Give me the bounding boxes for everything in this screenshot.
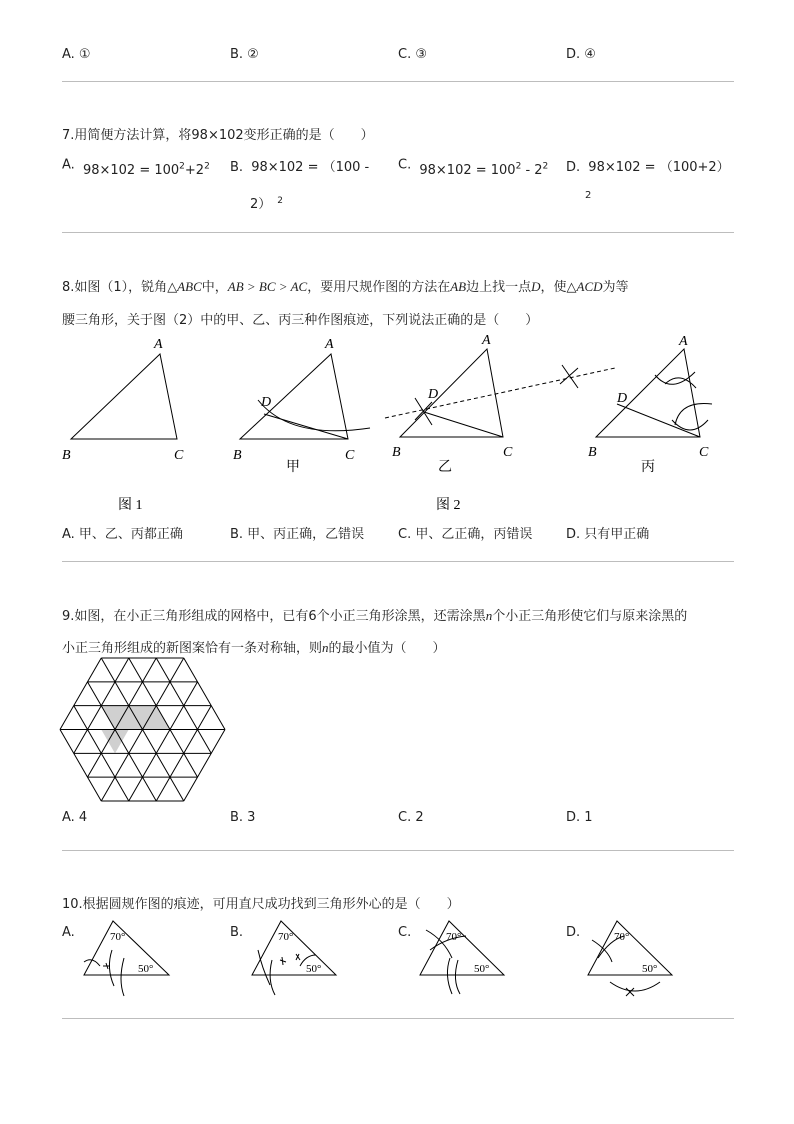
q10-triangle-a [84,921,169,996]
q9-option-b[interactable]: B. 3 [230,810,256,825]
q10-option-d-label[interactable]: D. [566,925,581,940]
q8-option-b[interactable]: B. 甲、丙正确，乙错误 [230,527,365,542]
option-label: C. [398,157,412,173]
fig-yi-label-a: A [482,333,491,348]
option-expression: $98\times 102 = 100^2 - 2^2$ [419,162,549,179]
q10-option-c-label[interactable]: C. [398,925,412,940]
q10-c-angle-right: 50° [474,963,490,975]
q10-triangle-c [420,921,504,994]
q7-option-d-exponent: 2 [585,190,592,201]
q7-stem: 7.用简便方法计算，将98×102变形正确的是（ ） [62,128,374,143]
fig-jia-label-b: B [233,448,242,463]
fig-yi-label-b: B [392,445,401,460]
q6-option-a[interactable]: A. ① [62,47,91,62]
q9-option-a[interactable]: A. 4 [62,810,88,825]
fig2-caption: 图 2 [436,498,461,513]
q10-b-angle-right: 50° [306,963,322,975]
q10-a-angle-top: 70° [110,931,126,943]
q8-stem-line1: 8.如图（1），锐角△ABC中，AB > BC > AC，要用尺规作图的方法在AB边上找一点D，使△ACD为等 [62,279,629,295]
fig-yi-name: 乙 [438,460,452,475]
fig-bing-label-b: B [588,445,597,460]
divider [62,1018,734,1019]
q6-option-d[interactable]: D. ④ [566,47,596,62]
q10-d-angle-top: 70° [614,931,630,943]
option-expression: 98×102 = （100+2） [588,160,730,175]
q6-option-c[interactable]: C. ③ [398,47,427,62]
q8-option-a[interactable]: A. 甲、乙、丙都正确 [62,527,183,542]
q10-a-angle-right: 50° [138,963,154,975]
fig-yi-label-c: C [503,445,513,460]
fig-bing-label-d: D [617,391,628,406]
q10-d-angle-right: 50° [642,963,658,975]
q10-b-angle-top: 70° [278,931,294,943]
q10-triangle-b [252,921,336,995]
q10-option-a-label[interactable]: A. [62,925,75,940]
q10-triangle-d [588,921,672,996]
option-expression: $98\times 102 = 100^2+2^2$ [82,162,210,179]
q6-option-b[interactable]: B. ② [230,47,259,62]
option-label: D. [566,160,581,175]
option-label: B. [230,160,244,175]
q8-stem-line2: 腰三角形，关于图（2）中的甲、乙、丙三种作图痕迹，下列说法正确的是（ ） [62,313,539,328]
q10-option-b-label[interactable]: B. [230,925,244,940]
fig1-caption: 图 1 [118,498,143,513]
option-expression: 98×102 = （100 - [251,160,370,175]
q8-option-c[interactable]: C. 甲、乙正确，丙错误 [398,527,533,542]
q9-stem-line1: 9.如图，在小正三角形组成的网格中，已有6个小正三角形涂黑，还需涂黑n个小正三角形使它们与原来涂黑的 [62,608,688,624]
q9-option-d[interactable]: D. 1 [566,810,593,825]
fig1-label-c: C [174,448,184,463]
fig-bing-label-c: C [699,445,709,460]
q10-c-angle-top: 70° [446,931,462,943]
option-label: A. [62,157,75,173]
q8-option-d[interactable]: D. 只有甲正确 [566,527,650,542]
fig-jia-name: 甲 [286,460,300,475]
fig-jia-label-a: A [325,337,334,352]
fig1-label-a: A [154,337,163,352]
fig-yi-label-d: D [428,387,439,402]
q9-stem-line2: 小正三角形组成的新图案恰有一条对称轴，则n的最小值为（ ） [62,640,446,656]
fig-jia-label-d: D [261,395,272,410]
fig1-label-b: B [62,448,71,463]
fig-bing-label-a: A [679,334,688,349]
q10-stem: 10.根据圆规作图的痕迹，可用直尺成功找到三角形外心的是（ ） [62,897,460,912]
q7-option-b-continued: 2） $^2$ [250,195,284,212]
fig-bing-name: 丙 [641,460,655,475]
q9-option-c[interactable]: C. 2 [398,810,424,825]
fig-jia-label-c: C [345,448,355,463]
